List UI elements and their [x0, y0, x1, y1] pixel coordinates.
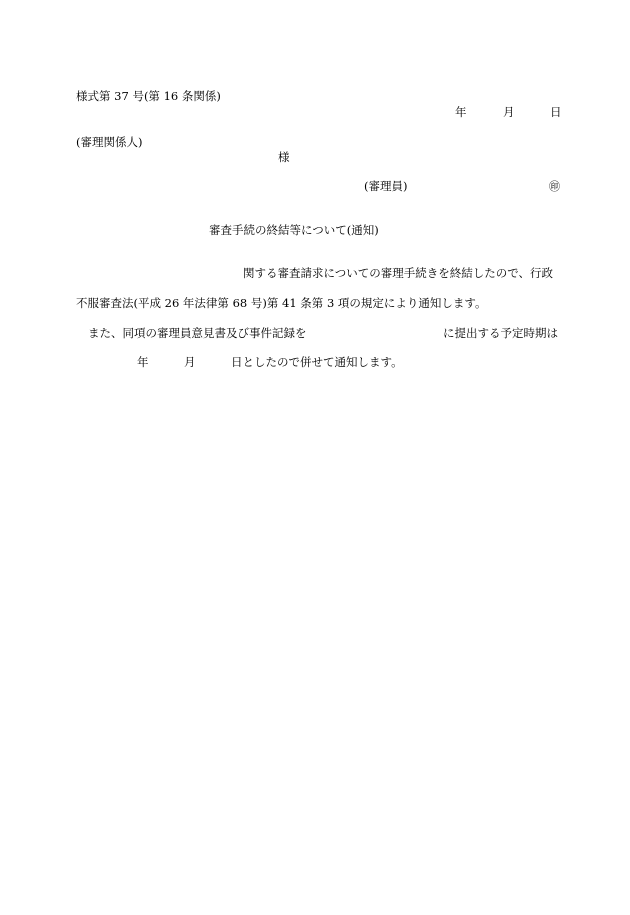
deadline-month-label: 月	[184, 355, 196, 369]
document-title: 審査手続の終結等について(通知)	[209, 223, 379, 237]
body-paragraph-1-line-1: 関する審査請求についての審理手続きを終結したので、行政	[243, 266, 554, 280]
seal-mark: ㊞	[549, 180, 560, 193]
date-day-label: 日	[550, 105, 562, 119]
date-month-label: 月	[503, 105, 515, 119]
body-paragraph-2-line-1-start: また、同項の審理員意見書及び事件記録を	[88, 326, 307, 340]
form-number-header: 様式第 37 号(第 16 条関係)	[76, 89, 221, 103]
deadline-year-label: 年	[137, 355, 149, 369]
body-paragraph-2-line-2-end: 日としたので併せて通知します。	[231, 355, 403, 369]
addressee-honorific: 様	[278, 150, 290, 164]
body-paragraph-2-line-1-end: に提出する予定時期は	[443, 326, 558, 340]
body-paragraph-1-line-2: 不服審査法(平成 26 年法律第 68 号)第 41 条第 3 項の規定により通知します。	[76, 296, 487, 310]
date-year-label: 年	[455, 105, 467, 119]
addressee-label: (審理関係人)	[76, 135, 143, 149]
examiner-label: (審理員)	[364, 179, 408, 193]
